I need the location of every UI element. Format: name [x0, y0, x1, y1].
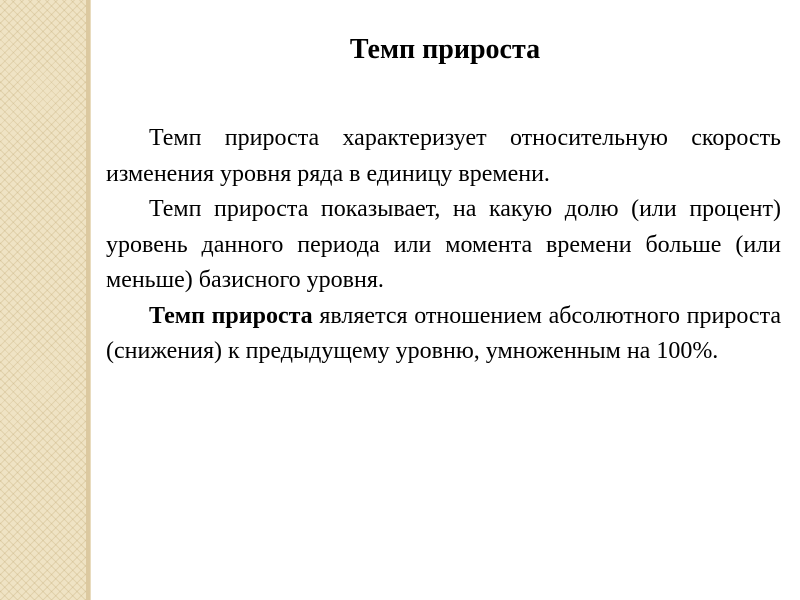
slide-body	[106, 121, 781, 370]
paragraph-formula-lead: Темп прироста	[149, 302, 313, 329]
paragraph-formula	[106, 299, 781, 370]
decorative-side-line-inner	[90, 0, 91, 600]
paragraph-definition: Темп прироста характеризует относительную скорость изменения уровня ряда в единицу времени.	[106, 125, 781, 187]
paragraph-meaning: Темп прироста показывает, на какую долю (или процент) уровень данного периода или момента времени больше (или меньше) базисного уровня.	[106, 196, 781, 293]
paragraph-formula-text: является отношением абсолютного прироста (снижения) к предыдущему уровню, умноженным на 100%.	[106, 302, 781, 364]
decorative-side-band	[0, 0, 86, 600]
slide-title: Темп прироста	[349, 34, 541, 65]
